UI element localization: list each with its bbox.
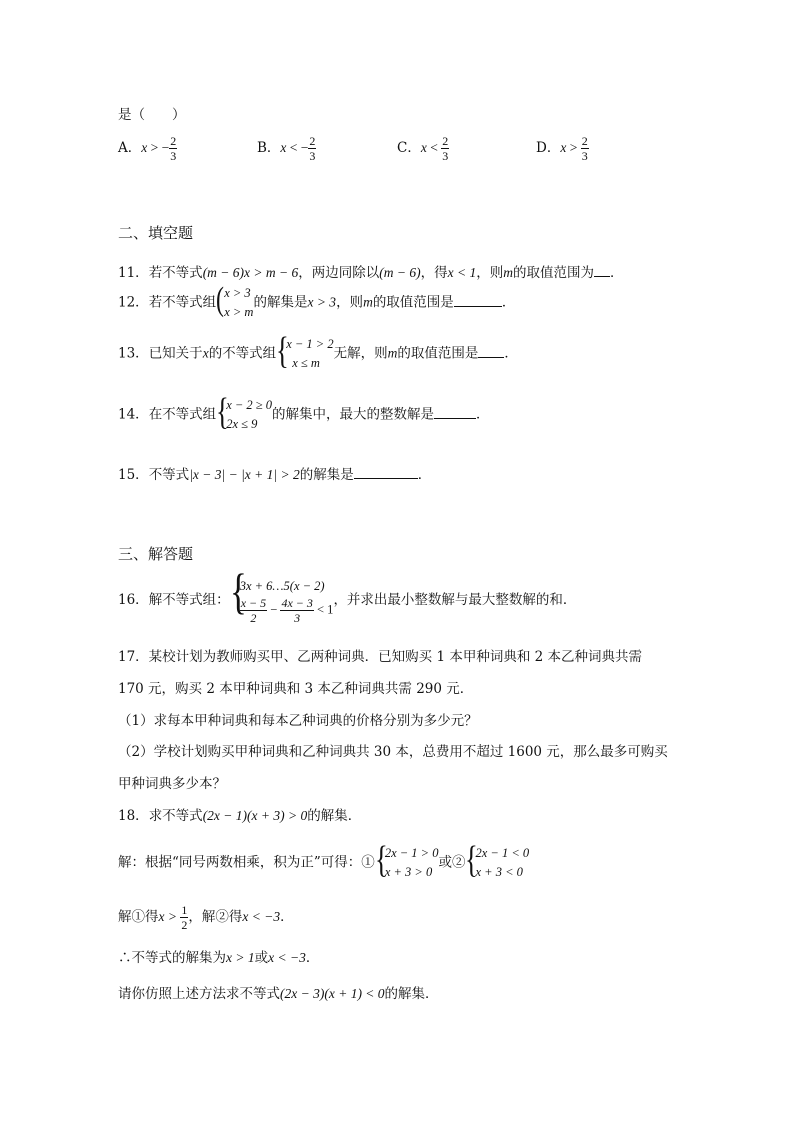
answer-blank[interactable] (354, 478, 418, 479)
question-11: 11．若不等式(m − 6)x > m − 6，两边同除以(m − 6)，得x < 1，则m的取值范围为 ． (118, 265, 624, 281)
answer-blank[interactable] (454, 306, 502, 307)
answer-blank[interactable] (478, 357, 504, 358)
question-13: 13．已知关于x的不等式组 { x − 1 > 2 x ≤ m 无解，则m的取值范围是 ． (118, 330, 518, 372)
q10-options (118, 134, 678, 168)
answer-blank[interactable] (594, 276, 610, 277)
question-12: 12．若不等式组 ( x > 3 x > m 的解集是x > 3，则m的取值范围是 ． (118, 281, 516, 319)
option-a[interactable]: A．x > − $\frac{2}{3}$ (118, 134, 177, 163)
question-18-result: 解①得x > $\frac{1}{2}$ ，解②得x < −3． (118, 903, 294, 932)
question-16: 16．解不等式组： { 3x + 6…5(x − 2) $\frac{x - 5}{2}$ − $\frac{4x - 3}{3}$ < 1 ，并求出最小整数解与最大整数解的和． (118, 563, 577, 625)
section-fill-in-title: 二、填空题 (118, 224, 194, 242)
question-17-line-1: 17．某校计划为教师购买甲、乙两种词典．已知购买 1 本甲种词典和 2 本乙种词典共需 (118, 649, 643, 665)
option-c[interactable]: C．x < $\frac{2}{3}$ (397, 134, 449, 163)
section-solve-title: 三、解答题 (118, 545, 194, 563)
option-b[interactable]: B．x < − $\frac{2}{3}$ (257, 134, 316, 163)
q10-tail: 是（ ） (118, 107, 186, 123)
question-18-solution: 解：根据“同号两数相乘，积为正”可得：① { 2x − 1 > 0 x + 3 > 0 或② { 2x − 1 < 0 x + 3 < 0 (118, 839, 530, 881)
option-d[interactable]: D．x > $\frac{2}{3}$ (536, 134, 588, 163)
answer-blank[interactable] (434, 418, 476, 419)
question-17-part-2-cont: 甲种词典多少本？ (118, 776, 226, 792)
question-15: 15．不等式|x − 3| − |x + 1| > 2的解集是 ． (118, 467, 432, 483)
question-14: 14．在不等式组 { x − 2 ≥ 0 2x ≤ 9 的解集中，最大的整数解是 ． (118, 391, 490, 433)
question-18-task: 请你仿照上述方法求不等式(2x − 3)(x + 1) < 0的解集． (118, 986, 439, 1002)
question-17-line-2: 170 元，购买 2 本甲种词典和 3 本乙种词典共需 290 元． (118, 681, 474, 697)
question-18-conclusion: ∴不等式的解集为x > 1或x < −3． (118, 950, 320, 966)
question-17-part-1: （1）求每本甲种词典和每本乙种词典的价格分别为多少元？ (118, 713, 478, 729)
question-18: 18．求不等式(2x − 1)(x + 3) > 0的解集． (118, 808, 362, 824)
question-17-part-2: （2）学校计划购买甲种词典和乙种词典共 30 本，总费用不超过 1600 元，那么最多可购买 (118, 744, 668, 760)
